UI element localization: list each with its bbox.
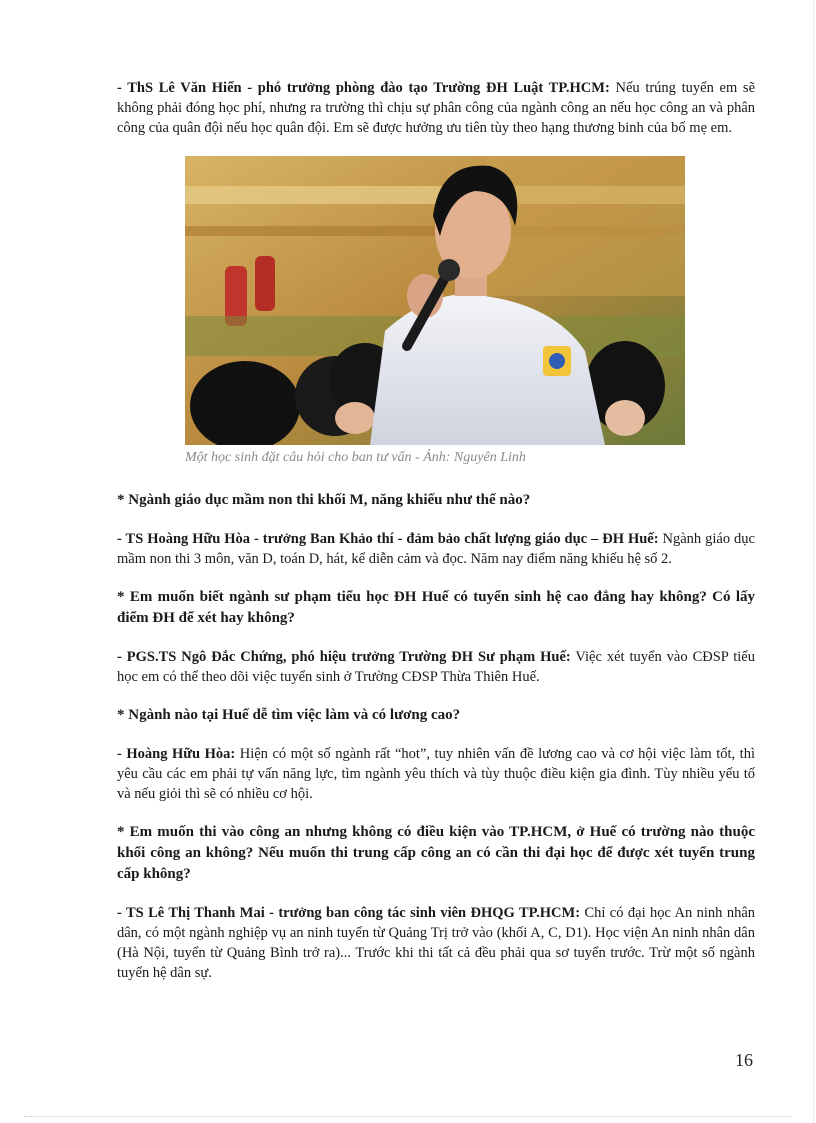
speaker-name: - PGS.TS Ngô Đắc Chứng, phó hiệu trưởng Trường ĐH Sư phạm Huế: (117, 649, 571, 665)
answer-text: Nếu trúng tuyển em sẽ không phải đóng học phí, nhưng ra trường thì chịu sự phân công của ngành công an nếu học công an và phân công của quân đội nếu học quân đội. Em sẽ được hưởng ưu tiên tùy theo hạng thương binh của bố mẹ em. (117, 80, 756, 136)
photo-caption: Một học sinh đặt câu hỏi cho ban tư vấn - Ảnh: Nguyên Linh (185, 450, 526, 465)
speaker-name: - TS Hoàng Hữu Hòa - trưởng Ban Khảo thí - đảm bảo chất lượng giáo dục – ĐH Huế: (117, 531, 659, 547)
speaker-name: - Hoàng Hữu Hòa: (117, 746, 236, 762)
footer-divider (24, 1116, 792, 1117)
answer-text: Ngành giáo dục mầm non thi 3 môn, văn D, toán D, hát, kể diễn cảm và đọc. Năm nay điểm năng khiếu hệ số 2. (117, 531, 755, 567)
question: * Em muốn biết ngành sư phạm tiểu học ĐH Huế có tuyển sinh hệ cao đẳng hay không? Có lấy điểm ĐH để xét hay không? (117, 589, 755, 626)
student-photo (185, 156, 685, 445)
answer-paragraph (117, 529, 755, 569)
answer-text: Chỉ có đại học An ninh nhân dân, có một ngành nghiệp vụ an ninh tuyển từ Quảng Trị trở vào (khối A, C, D1). Học viện An ninh nhân dân (Hà Nội, tuyển từ Quảng Bình trở ra)... Trước khi thi tất cả đều phải qua sơ tuyển trước. Trừ một số ngành tuyển hệ dân sự. (117, 905, 756, 981)
speaker-name: - ThS Lê Văn Hiển - phó trưởng phòng đào tạo Trường ĐH Luật TP.HCM: (117, 80, 610, 96)
question: * Em muốn thi vào công an nhưng không có điều kiện vào TP.HCM, ở Huế có trường nào thuộc khối công an không? Nếu muốn thi trung cấp công an có cần thi đại học để được xét tuyển trung cấp không? (117, 824, 755, 882)
answer-paragraph (117, 647, 755, 687)
answer-paragraph (117, 903, 755, 983)
page-edge-divider (813, 0, 814, 1123)
answer-text: Hiện có một số ngành rất “hot”, tuy nhiên vấn đề lương cao và cơ hội việc làm tốt, thì yêu cầu các em phải tự vấn năng lực, tìm ngành yêu thích và tùy thuộc điều kiện gia đình. Tùy nhiều yếu tố và nếu giỏi thì sẽ có nhiều cơ hội. (117, 746, 755, 802)
question: * Ngành nào tại Huế dễ tìm việc làm và có lương cao? (117, 707, 461, 723)
page-content (117, 78, 755, 1001)
question: * Ngành giáo dục mầm non thi khối M, năng khiếu như thế nào? (117, 492, 531, 508)
photo-figure (117, 156, 755, 468)
answer-paragraph (117, 744, 755, 804)
answer-paragraph (117, 78, 755, 138)
speaker-name: - TS Lê Thị Thanh Mai - trưởng ban công tác sinh viên ĐHQG TP.HCM: (117, 905, 581, 921)
answer-text: Việc xét tuyển vào CĐSP tiểu học em có thể theo dõi việc tuyển sinh ở Trường CĐSP Thừa Thiên Huế. (117, 649, 755, 685)
page-number: 16 (735, 1050, 753, 1070)
